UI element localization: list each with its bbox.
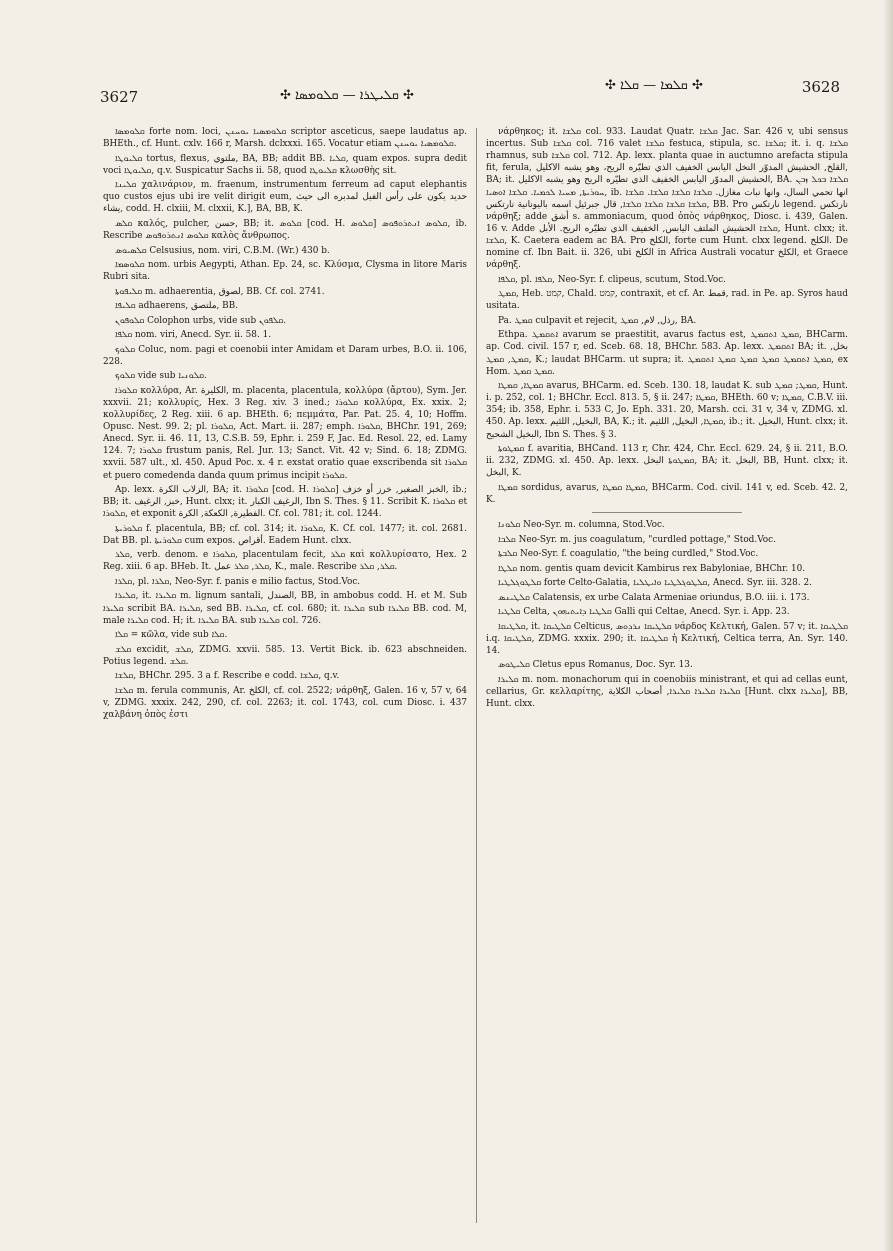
entry: ܩܠܘܪܝܬܐ f. placentula, BB; cf. col. 314; it. ܩܠܘܪܐ, K. Cf. col. 1477; it. col. 2681. Dat BB. pl. ܩܠܘܪܝܬܐ cum expos. أقراص. Eadem Hunt. clxx. [103, 523, 467, 546]
entry: ܩܠܛܘܓܠܛܝܐ forte Celto-Galatia, ܩܠܛܘܓܠܛܝܐ ܘܐܝܛܠܝܐ, Anecd. Syr. iii. 328. 2. [498, 578, 812, 589]
entry: ܩܠܣܝܘܣ Celsusius, nom. viri, C.B.M. (Wr.) 430 b. [115, 245, 330, 256]
entry: ܩܡܛܐ, ܩܡܛܐ avarus, BHCarm. ed. Sceb. 130. 18, laudat K. sub ܩܡܛ; ܩܡܛ, Hunt. i. p. 252, col. 1; BHChr. Eccl. 813. 5, § ii. 247; ܩܡܛܐ, BHEth. 60 v; ܩܡܛܐ, C.B.V. iii. 354; ib. 358, Ephr. i. 533 C, Jo. Eph. 331. 20, Marsh. cci. 31 v, 34 v, ZDMG. xl. 450. Ap. lexx. البخيل, اللئيم, BA, K.; it. ܩܡܛܐ, البخيل, اللئيم, ib.; it. البخيل, Hunt. clxx; it. البخيل الشحيح, Ibn S. Thes. § 3. [486, 381, 848, 440]
entry: ܩܠܝܦܐ adhaerens, ملتصق, BB. [115, 301, 238, 312]
page-number-left: 3627 [100, 88, 139, 106]
entry: ܩܠܫ excidit, ܩܠܫ, ZDMG. xxvii. 585. 13. Vertit Bick. ib. 623 abschneiden. Potius legend. ܩܠܫ. [103, 644, 467, 667]
entry: ܩܠܘܟ Coluc, nom. pagi et coenobii inter Amidam et Daram urbes, B.O. ii. 106, 228. [103, 344, 467, 367]
page-header [100, 78, 840, 108]
entry: ܩܡܛܘܬܐ f. avaritia, BHCand. 113 r, Chr. 424, Chr. Eccl. 629. 24, § ii. 211, B.O. ii. 232, ZDMG. xl. 450. Ap. lexx. ܩܡܛܘܬܐ البخل, BA; it. البخل, BB, Hunt. clxx; it. البخل, K. [486, 444, 848, 479]
entry: ܩܠܝܪܐ m. nom. monachorum qui in coenobiis ministrant, et qui ad cellas eunt, cellarius, Gr. κελλαρίτης, ܩܠܝܪܐ ܩܠܝܪܐ ܩܠܝܪܐ, أصحاب الكلاية [Hunt. clxx ܩܠܝܪܐ], BB, Hunt. clxx. [486, 674, 848, 709]
entry: ܩܠܛܝܐ Celta, ܩܠܛܝܐ ܕܐܝܬܝܗܘܢ Galli qui Celtae, Anecd. Syr. i. App. 23. [498, 607, 790, 618]
entry: ܩܠܝܦܘܬܐ m. adhaerentia, لصوق, BB. Cf. col. 2741. [115, 286, 325, 297]
entry: ܩܠܝܪܐ, it. ܩܠܝܪܐ m. lignum santali, الصندل, BB, in ambobus codd. H. et M. Sub ܩܠܝܪܐ scribit BA. ܩܠܝܪܐ, sed BB. ܩܠܝܪܐ, cf. col. 680; it. ܩܠܝܪܐ sub ܩܠܝܪܐ BB. cod. M, male ܩܠܝܪܐ cod. H; it. ܩܠܝܪܐ BA. sub ܩܠܝܪܐ col. 726. [103, 591, 467, 626]
entry: ܩܠܝܘܛܐ tortus, flexus, ملتوي, BA, BB; addit BB. ܩܠܝܐ, quam expos. supra dedit voci ܩܠܝܘܛܐ, q.v. Suspicatur Sachs ii. 58, quod ܩܠܝܘܛܐ κλωσθὴς sit. [103, 153, 467, 176]
entry: Pa. ܩܡܛ culpavit et rejecit, رذل, لام, ܩܡܛ, BA. [498, 315, 697, 326]
column-divider [476, 128, 477, 1223]
entry: ܩܠܛܐ nom. gentis quam devicit Kambirus rex Babyloniae, BHChr. 10. [498, 563, 806, 574]
entry: ܩܡܛ, Heb. קמט, Chald. קמט, contraxit, et cf. Ar. قمط, rad. in Pe. ap. Syros haud usitata. [486, 289, 848, 312]
entry: ܩܠܝܢܐ χαλινάριον, m. fraenum, instrumentum ferreum ad caput elephantis quo custos ejus ubi ire velit dirigit eum, حديد يكون على رأس الفيل لمدبره الى حيث يشاء, codd. H. clxiii, M. clxxii, K.], BA, BB, K. [103, 180, 467, 215]
entry: ܩܠܛܝܢܣ Calatensis, ex urbe Calata Armeniae oriundus, B.O. iii. i. 173. [498, 592, 810, 603]
entry: ܩܡܛܐ sordidus, avarus, ܩܡܛܐ ܩܡܛܐ, BHCarm. Cod. civil. 141 v, ed. Sceb. 42. 2, K. [486, 482, 848, 505]
entry: Ap. lexx. الزلاب الكرة, BA; it. ܩܠܘܪܐ [cod. H. ܩܠܘܪܐ] الخبز الصغير, خرز أو خزف, ib.; BB; it. خبز, الرغيف, Hunt. clxx; it. الرغيف الكبار, Ibn S. Thes. § 11. Scribit K. ܩܠܘܪܐ et ܩܠܘܪܐ, et exponit الفطيرة, الكعكة, الكرة. Cf. col. 781; it. col. 1244. [103, 485, 467, 520]
entry: ܩܠܫܐ, BHChr. 295. 3 a f. Rescribe e codd. ܩܠܫܐ, q.v. [115, 671, 340, 682]
running-head-right: ✣ ܩܠܡܐ — ܩܠܐ ✣ [605, 78, 703, 93]
entry: νάρθηκος; it. ܩܠܫܐ col. 933. Laudat Quatr. ܩܠܫܐ Jac. Sar. 426 v, ubi sensus incertus. Sub ܩܠܫܐ col. 716 valet ܩܠܫܐ festuca, stipula, sc. ܩܠܫܐ; it. i. q. ܩܠܫܐ rhamnus, sub ܩܠܫܐ col. 712. Ap. lexx. planta quae in auctumno arefacta stipula fit, ferula, القلخ, الحشيش المدوّر النخل اليابس الخفيف الذي تطيّره الريح، وهو يشبه الاكليل, BA; it. الحشيش المدوّر اليابس الخفيف الذي تطيّره الريح وهو يشبه الاكليل, BA. ܩܠܫܐ ܒܟܠ ܙܒܢ ܚܘܪܝܬܐ, ܡܚܝܐ ܠܟܡܝܐ. ܩܠܫܐ ܐܘܣܝܐ, ib. انها تحمي السال، وانها نبات مغازل. ܩܠܫܐ ܩܠܫܐ ܩܠܫܐ. ܩܠܫܐ ܩܠܫܐ ܩܠܫܐ ܩܠܫܐ ܩܠܫܐ, قال جبرئيل اسمه باليونانية نارتكس, BB. Pro نارتكس legend. نارتكس νάρθηξ; adde أشق s. ammoniacum, quod ὀπὸς νάρθηκος, Diosc. i. 439, Galen. 16 v. Adde ܩܠܫܐ الحشيش الملتف اليابس, الخفيف الذي تطيّره الريح. الأبل, Hunt. clxx; it. ܩܠܫܐ, K. Caetera eadem ac BA. Pro الكلخ, forte cum Hunt. clxx legend. الكلخ. De nomine cf. Ibn Bait. ii. 326, ubi الكلخ in Africa Australi vocatur الكلخ, et Graece νάρθηξ. [486, 127, 848, 271]
entry: ܩܠܫܐ m. ferula communis, Ar. الكلخ, cf. col. 2522; νάρθηξ, Galen. 16 v, 57 v, 64 v, ZDMG. xxxix. 242, 290, cf. col. 2263; it. col. 1743, col. cum Diosc. i. 437 χαλβάνη ὀπὸς ἐστι [103, 685, 467, 721]
entry: ܩܠܒܐ Neo-Syr. m. jus coagulatum, "curdled pottage," Stod.Voc. [498, 534, 776, 545]
entry: ܩܠܘܢܐ Neo-Syr. m. columna, Stod.Voc. [498, 520, 665, 531]
running-head-left: ✣ ܩܠܝܛܪܐ — ܩܠܘܡܣܐ ✣ [280, 88, 414, 103]
right-column [486, 126, 848, 1226]
entry: ܩܠܦܐ nom. viri, Anecd. Syr. ii. 58. 1. [115, 330, 272, 341]
entry: ܩܠܘܟ vide sub ܩܠܘܢܝܐ. [115, 371, 207, 382]
entry: ܩܠܛܝܩܐ, it. ܩܠܛܝܩܐ Celticus, ܩܠܛܝܩܐ ܢܪܕܘܣ νάρδος Κελτική, Galen. 57 v; it. ܩܠܛܝܩܐ i.q. ܩܠܛܝܩܐ, ZDMG. xxxix. 290; it. ܩܠܛܝܩܐ ἡ Κελτική, Celtica terra, An. Syr. 140. 14. [486, 621, 848, 656]
entry: ܩܠܣ καλός, pulcher, حسن, BB; it. ܩܠܘܣ [cod. H. ܩܠܘܣ] ܩܠܘܣ ܐܢܬܪܘܦܘܣ, ib. Rescribe ܩܠܘܣ ܐܢܬܪܘܦܘܣ καλὸς ἄνθρωπος. [103, 218, 467, 242]
entry: ܩܠܪܐ, pl. ܩܠܪܐ, Neo-Syr. f. panis e milio factus, Stod.Voc. [115, 576, 361, 587]
section-rule [592, 512, 742, 513]
entry: ܩܠܘܪܐ κολλύρα, Ar. الكليرة, m. placenta, placentula, κολλύρα (ἄρτου), Sym. Jer. xxxvii. 21; κολλυρίς, Hex. 3 Reg. xiv. 3 ined.; ܩܠܘܪܐ κολλύρα, Ex. xxix. 2; κολλυρίδες, 2 Reg. xiii. 6 ap. BHEth. 6; πεμμάτα, Par. Pat. 25. 4, 10; Hoffm. Opusc. Nest. 99. 2; pl. ܩܠܘܪܐ, Act. Mart. ii. 287; emph. ܩܠܘܪܐ, BHChr. 191, 269; Anecd. Syr. ii. 46. 11, 13, C.S.B. 59, Ephr. i. 259 F, Jac. Ed. Resol. 22, ed. Lamy 124. 7; ܩܠܘܪܐ frustum panis, Rel. Jur. 13; Sanct. Vit. 42 v; Sind. 6. 18; ZDMG. xxvii. 587 ult., xl. 450. Apud Poc. x. 4 r. exstat oratio quae exscribenda sit ܩܠܘܪܐ et puero comedenda danda quum primus incipit ܩܠܘܪܐ. [103, 385, 467, 481]
entry: ܩܠܐ = κῶλα, vide sub ܩܠܐ. [115, 630, 228, 641]
entry: ܩܠܘܣܡܐ nom. urbis Aegypti, Athan. Ep. 24, sc. Κλύσμα, Clysma in litore Maris Rubri sita. [103, 260, 467, 283]
entry: ܩܠܪ, verb. denom. e ܩܠܘܪܐ, placentulam fecit, ܩܠܪ καὶ κολλυρίσατο, Hex. 2 Reg. xiii. 6 ap. BHeb. It. ܩܠܪ, ܩܠܪ عمل, K., male. Rescribe ܩܠܪ, ܩܠܪ. [103, 550, 467, 573]
entry: ܩܠܝܛܘܣ Cletus epus Romanus, Doc. Syr. 13. [498, 660, 693, 671]
entry: ܩܠܘܡܣܐ forte nom. loci, ܩܠܘܡܣܝܐ ܝܘܚܢܢ scriptor asceticus, saepe laudatus ap. BHEth., cf. Hunt. cxlv. 166 r, Marsh. dclxxxi. 165. Vocatur etiam ܩܠܘܡܣܝܐ ܝܘܚܢܢ. [103, 127, 467, 150]
entry: ܩܠܒܬܐ Neo-Syr. f. coagulatio, "the being curdled," Stod.Voc. [498, 549, 759, 560]
page-number-right: 3628 [801, 78, 840, 96]
left-column [103, 126, 467, 1226]
entry: Ethpa. ܐܬܩܡܛ avarum se praestitit, avarus factus est, ܩܡܛ ܐܬܩܡܛ, BHCarm. ap. Cod. civil. 157 r, ed. Sceb. 68. 18, BHChr. 583. Ap. lexx. ܐܬܩܡܛ BA; it. بخل, ܩܡܛ, ܩܡܛ, K.; laudat BHCarm. ut supra; it. ܩܡܛ ܐܬܩܡܛ ܩܡܛ ܩܡܛ ܩܡܛ ܐܬܩܡܛ, ex Hom. ܩܡܛ ܩܡܛ. [486, 330, 848, 377]
entry: ܩܠܦܐ, pl. ܩܠܦܐ, Neo-Syr. f. clipeus, scutum, Stod.Voc. [498, 274, 727, 285]
page-edge-shadow [883, 0, 893, 1251]
entry: ܩܠܘܦܘܢ Colophon urbs, vide sub ܩܠܦܘܢ. [115, 315, 287, 326]
